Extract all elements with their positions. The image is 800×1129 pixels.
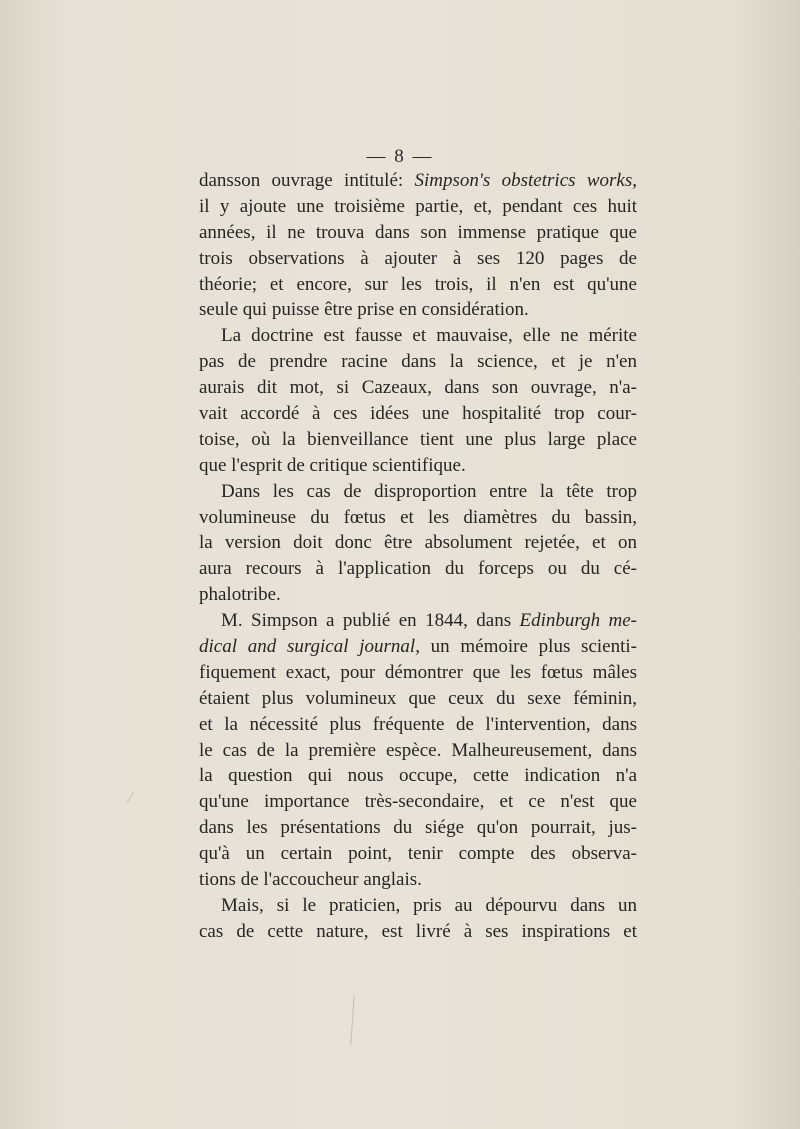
text-segment: un mémoire plus scienti- [419, 636, 637, 658]
italic-title: Simpson's obstetrics works, [414, 170, 637, 191]
italic-title: Edinburgh me- [519, 610, 637, 632]
paragraph-start: La doctrine est fausse et mauvaise, elle ne mérite [221, 325, 637, 347]
text-line: la question qui nous occupe, cette indication n'a [199, 765, 637, 787]
text-line: phalotribe. [199, 584, 281, 606]
text-line: dans les présentations du siége qu'on pourrait, jus- [199, 817, 637, 839]
page-number: — 8 — [366, 146, 434, 167]
text-line: et la nécessité plus fréquente de l'intervention, dans [199, 713, 637, 735]
text-segment: dansson ouvrage intitulé: [199, 170, 415, 191]
paragraph-start: Mais, si le praticien, pris au dépourvu dans un [221, 894, 637, 916]
text-segment: M. Simpson a publié en 1844, dans [221, 610, 520, 632]
text-line: la version doit donc être absolument rejetée, et on [199, 532, 637, 554]
italic-title: dical and surgical journal, [199, 636, 420, 658]
paragraph-start: Dans les cas de disproportion entre la tête trop [221, 480, 637, 502]
text-line: volumineuse du fœtus et les diamètres du bassin, [199, 506, 637, 528]
text-line: le cas de la première espèce. Malheureusement, dans [199, 739, 637, 761]
text-line: trois observations à ajouter à ses 120 pages de [199, 247, 637, 269]
body-text [199, 168, 637, 945]
text-line: fiquement exact, pour démontrer que les fœtus mâles [199, 661, 637, 683]
text-line: seule qui puisse être prise en considération. [199, 299, 529, 321]
text-line [199, 634, 637, 660]
text-line: vait accordé à ces idées une hospitalité trop cour- [199, 403, 637, 425]
text-line: étaient plus volumineux que ceux du sexe féminin, [199, 687, 637, 709]
text-line: que l'esprit de critique scientifique. [199, 454, 466, 476]
text-line: années, il ne trouva dans son immense pratique que [199, 221, 637, 243]
text-line: qu'une importance très-secondaire, et ce n'est que [199, 791, 637, 813]
text-line: aurais dit mot, si Cazeaux, dans son ouvrage, n'a- [199, 377, 637, 399]
text-line: tions de l'accoucheur anglais. [199, 869, 422, 891]
text-line: cas de cette nature, est livré à ses inspirations et [199, 920, 637, 942]
text-line: qu'à un certain point, tenir compte des observa- [199, 843, 637, 865]
text-line: il y ajoute une troisième partie, et, pendant ces huit [199, 195, 637, 217]
text-line: toise, où la bienveillance tient une plus large place [199, 428, 637, 450]
text-line: théorie; et encore, sur les trois, il n'en est qu'une [199, 273, 637, 295]
text-line: aura recours à l'application du forceps ou du cé- [199, 558, 637, 580]
text-line: pas de prendre racine dans la science, et je n'en [199, 351, 637, 373]
paragraph-start [199, 608, 637, 634]
text-line [199, 168, 637, 194]
